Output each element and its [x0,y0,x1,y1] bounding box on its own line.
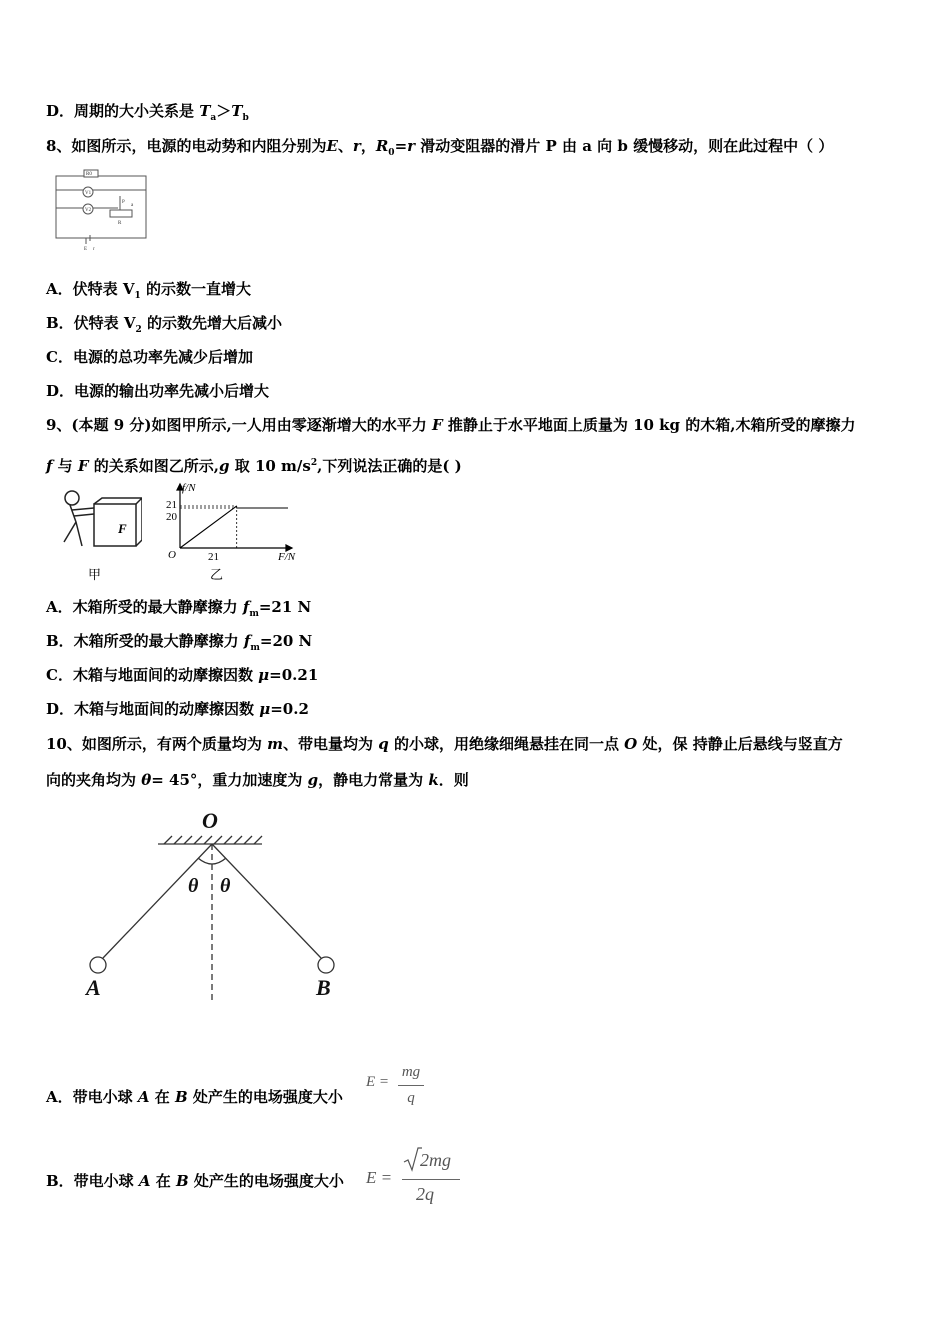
question-9-stem-1: 9、(本题 9 分)如图甲所示,一人用由零逐渐增大的水平力 F 推静止于水平地面上质量为 10 kg 的木箱,木箱所受的摩擦力 [46,416,856,434]
ball-a-label: A [86,975,101,1000]
option-d-q8: D．电源的输出功率先减小后增大 [46,382,270,400]
option-a-q10: A．带电小球 A 在 B 处产生的电场强度大小 [46,1088,343,1106]
formula-b-den: 2q [416,1184,434,1204]
x-tick-21: 21 [208,551,219,562]
ball-b-label: B [316,975,331,1000]
question-10-stem-2: 向的夹角均为 θ= 45°，重力加速度为 g，静电力常量为 k．则 [46,771,469,789]
caption-yi: 乙 [210,568,224,583]
theta-left-label: θ [188,875,199,897]
friction-graph [160,478,310,562]
formula-b-lhs: E = [366,1168,393,1187]
sqrt-sign-icon [402,1146,422,1172]
option-d-q7: D．周期的大小关系是 $T_a>T_b$ [46,102,249,123]
option-a-q9: A．木箱所受的最大静摩擦力 $f_m=21$ N [46,598,312,619]
question-8-stem: 8、如图所示，电源的电动势和内阻分别为E、r，$R_0=r$ 滑动变阻器的滑片 P 由 a 向 b 缓慢移动，则在此过程中（ ） [46,137,834,158]
formula-a-lhs: E = [366,1074,390,1090]
y-tick-21: 21 [166,499,177,511]
question-9-stem-2: f 与 F 的关系如图乙所示,g 取 10 $m/s^2$,下列说法正确的是( ) [46,457,462,475]
circuit-diagram [48,166,153,254]
r-label: R [118,221,122,226]
e-label: E [84,247,88,252]
ball-b [318,957,334,973]
formula-a-num: mg [401,1064,421,1080]
series-rising-segment [180,506,237,548]
origin-label: O [168,549,176,561]
x-axis-label: F/N [278,551,296,562]
pendulum-diagram [80,800,370,1005]
string-a [103,844,212,958]
theta-right-label: θ [220,875,231,897]
option-b-q10: B．带电小球 A 在 B 处产生的电场强度大小 [46,1172,344,1190]
question-10-stem-1: 10、如图所示，有两个质量均为 m、带电量均为 q 的小球，用绝缘细绳悬挂在同一点 O 处，保 持静止后悬线与竖直方 [46,735,843,753]
box-force-label: F [118,521,127,536]
v1-label: V1 [85,191,92,196]
r0-label: R0 [86,172,92,177]
ball-a [90,957,106,973]
y-tick-20: 20 [166,511,177,523]
v2-label: V2 [85,208,92,213]
formula-b-bar [402,1179,460,1180]
y-axis-label: f/N [182,482,196,494]
string-b [212,844,321,958]
option-b-q8: B．伏特表 $V_2$ 的示数先增大后减小 [46,314,283,335]
point-o-label: O [202,808,218,833]
option-a-q8: A．伏特表 $V_1$ 的示数一直增大 [46,280,251,301]
a-label: a [131,203,134,208]
formula-b-num: 2mg [420,1150,451,1170]
formula-a-den: q [407,1090,415,1106]
formula-a-bar [398,1085,424,1086]
option-b-q9: B．木箱所受的最大静摩擦力 $f_m=20$ N [46,632,313,653]
p-label: P [122,200,125,205]
person-pushing-box-figure [42,486,142,556]
option-c-q9: C．木箱与地面间的动摩擦因数 μ=0.21 [46,666,319,684]
option-d-q9: D．木箱与地面间的动摩擦因数 μ=0.2 [46,700,309,718]
caption-jia: 甲 [88,568,102,583]
r-int-label: r [93,247,95,252]
option-c-q8: C．电源的总功率先减少后增加 [46,348,253,366]
